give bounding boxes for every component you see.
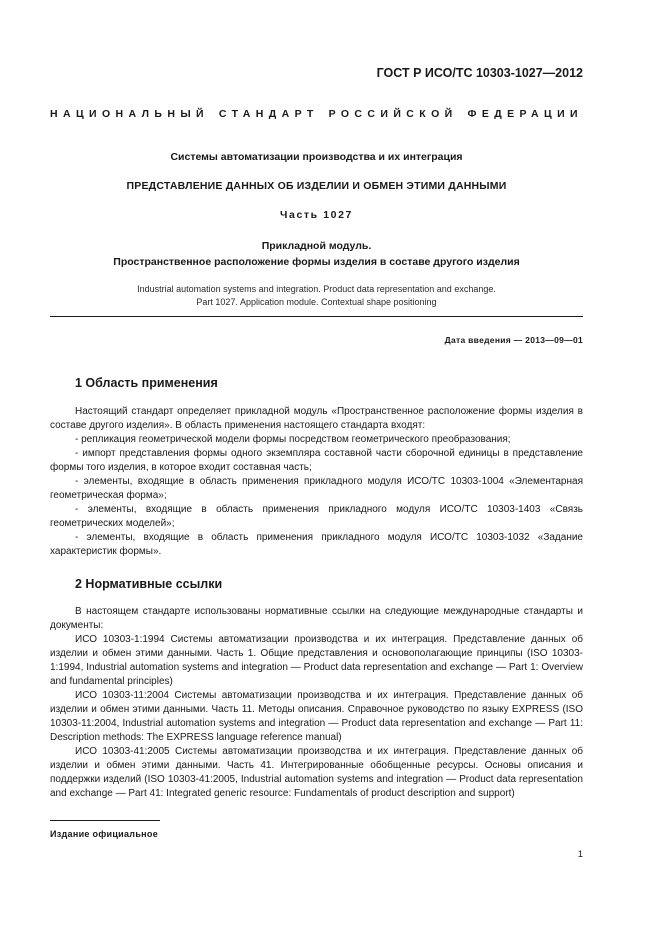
section-body-references (50, 605, 583, 801)
standard-designation: ГОСТ Р ИСО/ТС 10303-1027—2012 (376, 66, 583, 80)
section-heading-scope: 1 Область применения (75, 376, 218, 390)
section-heading-references: 2 Нормативные ссылки (75, 577, 223, 591)
paragraph: ИСО 10303-41:2005 Системы автоматизации производства и их интеграция. Представление данных об изделии и обмен этими данными. Часть 41. Интегрированные обобщенные ресурсы. Основы описания и поддержки изделий (ISO 10303-41:2005, Industrial automation systems and integration — Product data representation and exchange — Part 41: Integrated generic resource: Fundamentals of product description and support) (50, 746, 583, 799)
paragraph: - элементы, входящие в область применения прикладного модуля ИСО/ТС 10303-1403 «Связь геометрических моделей»; (50, 504, 583, 529)
module-title (50, 238, 583, 270)
paragraph: Настоящий стандарт определяет прикладной модуль «Пространственное расположение формы изделия в составе другого изделия». В область применения настоящего стандарта входят: (50, 406, 583, 431)
paragraph: - элементы, входящие в область применения прикладного модуля ИСО/ТС 10303-1032 «Задание характеристик формы». (50, 532, 583, 557)
official-edition-label: Издание официальное (50, 829, 159, 839)
module-title-line: Прикладной модуль. (261, 240, 372, 252)
main-title: ПРЕДСТАВЛЕНИЕ ДАННЫХ ОБ ИЗДЕЛИИ И ОБМЕН ЭТИМИ ДАННЫМИ (126, 180, 507, 192)
paragraph: ИСО 10303-1:1994 Системы автоматизации производства и их интеграция. Представление данных об изделии и обмен этими данными. Часть 1. Общие представления и основополагающие принципы (ISO 10303-1:1994, Industrial automation systems and integration — Product data representation and exchange — Part 1: Overview and fundamental principles) (50, 634, 583, 687)
paragraph: ИСО 10303-11:2004 Системы автоматизации производства и их интеграция. Представление данных об изделии и обмен этими данными. Часть 11. Методы описания. Справочное руководство по языку EXPRESS (ISO 10303-11:2004, Industrial automation systems and integration — Product data representation and exchange — Part 11: Description methods: The EXPRESS language reference manual) (50, 690, 583, 743)
introduction-date: Дата введения — 2013—09—01 (444, 335, 583, 345)
footer-divider (50, 820, 160, 821)
english-title-line: Industrial automation systems and integration. Product data representation and exchange. (137, 284, 496, 294)
section-body-scope (50, 405, 583, 559)
paragraph: В настоящем стандарте использованы нормативные ссылки на следующие международные стандарты и документы: (50, 606, 583, 631)
page-number: 1 (577, 849, 583, 860)
series-title: Системы автоматизации производства и их интеграция (170, 151, 463, 163)
part-title: Часть 1027 (280, 209, 353, 221)
paragraph: - элементы, входящие в область применения прикладного модуля ИСО/ТС 10303-1004 «Элементарная геометрическая форма»; (50, 476, 583, 501)
national-standard-title: НАЦИОНАЛЬНЫЙ СТАНДАРТ РОССИЙСКОЙ ФЕДЕРАЦИИ (50, 108, 583, 120)
module-title-line: Пространственное расположение формы изделия в составе другого изделия (113, 256, 520, 268)
english-title (50, 283, 583, 309)
title-divider (50, 316, 583, 317)
paragraph: - импорт представления формы одного экземпляра составной части сборочной единицы в представление формы того изделия, в которое входит составная часть; (50, 448, 583, 473)
english-title-line: Part 1027. Application module. Contextual shape positioning (196, 297, 437, 307)
paragraph: - репликация геометрической модели формы посредством геометрического преобразования; (75, 434, 511, 445)
